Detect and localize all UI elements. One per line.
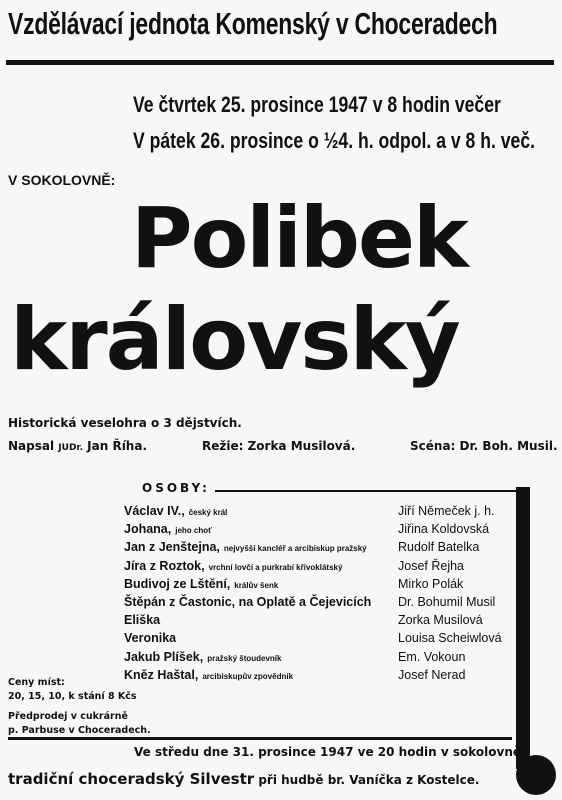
- author-prefix: Napsal: [8, 439, 55, 453]
- cast-actor: Dr. Bohumil Musil: [398, 594, 496, 609]
- author-name: Jan Říha.: [87, 439, 148, 453]
- cast-role: [124, 504, 227, 518]
- cast-actor: Zorka Musilová: [398, 613, 483, 628]
- cast-role: [124, 540, 367, 554]
- author-title: JUDr.: [58, 443, 83, 453]
- cast-role-name: Jakub Plíšek,: [124, 649, 204, 664]
- author-credit: [8, 439, 147, 453]
- director-credit: Režie: Zorka Musilová.: [202, 439, 356, 453]
- cast-row: [124, 540, 524, 558]
- cast-role-description: arcibiskupův zpovědník: [202, 671, 294, 681]
- organization-title: Vzdělávací jednota Komenský v Choceradech: [8, 6, 498, 41]
- cast-role: [124, 613, 160, 627]
- cast-role-description: český král: [188, 508, 228, 517]
- presale-info: [8, 710, 151, 738]
- cast-actor: Mirko Polák: [398, 576, 464, 591]
- play-genre: Historická veselohra o 3 dějstvích.: [8, 416, 242, 430]
- cast-row: [124, 613, 524, 631]
- cast-role: [124, 595, 371, 609]
- cast-actor: Josef Nerad: [398, 667, 466, 682]
- decorative-dot: [516, 755, 556, 795]
- cast-row: [124, 522, 524, 540]
- cast-actor: Em. Vokoun: [398, 649, 466, 664]
- cast-role-name: Jíra z Roztok,: [124, 558, 205, 573]
- cast-row: [124, 577, 524, 595]
- cast-role-description: jeho choť: [175, 526, 212, 536]
- cast-heading-rule: [215, 490, 520, 492]
- header-rule: [6, 60, 554, 65]
- price-label: Ceny míst:: [8, 677, 65, 688]
- cast-role: [124, 631, 176, 645]
- silvestr-music: při hudbě br. Vaníčka z Kostelce.: [254, 773, 480, 787]
- footer-rule: [8, 737, 512, 740]
- cast-role-name: Václav IV.,: [124, 504, 185, 518]
- cast-role: [124, 668, 293, 682]
- venue-label: V SOKOLOVNĚ:: [8, 172, 116, 188]
- date-line-1: Ve čtvrtek 25. prosince 1947 v 8 hodin večer: [133, 92, 501, 117]
- cast-role: [124, 559, 342, 573]
- cast-row: [124, 668, 524, 686]
- cast-role-description: vrchní lovčí a purkrabí křivoklátský: [208, 562, 343, 572]
- cast-actor: Rudolf Batelka: [398, 540, 480, 555]
- cast-role: [124, 650, 281, 664]
- cast-role-description: pražský štoudevník: [207, 653, 282, 663]
- date-line-2: V pátek 26. prosince o ½4. h. odpol. a v 8 h. več.: [133, 128, 536, 153]
- scene-credit: Scéna: Dr. Boh. Musil.: [410, 439, 558, 453]
- decorative-bar: [516, 487, 530, 769]
- cast-role-name: Jan z Jenštejna,: [124, 540, 220, 555]
- presale-line-2: p. Parbuse v Choceradech.: [8, 725, 151, 736]
- cast-row: [124, 595, 524, 613]
- cast-row: [124, 559, 524, 577]
- cast-role-description: nejvyšší kancléř a arcibiskup pražský: [223, 544, 367, 554]
- price-info: [8, 676, 137, 704]
- silvestr-line-2: [8, 770, 479, 788]
- cast-row: [124, 650, 524, 668]
- cast-actor: Josef Řejha: [398, 558, 465, 573]
- cast-role-description: králův šenk: [234, 580, 279, 590]
- play-title-line-2: královský: [10, 290, 459, 390]
- cast-role-name: Štěpán z Častonic, na Oplatě a Čejevicích: [124, 594, 372, 609]
- cast-role: [124, 577, 278, 591]
- cast-role: [124, 522, 212, 536]
- silvestr-event-name: tradiční choceradský Silvestr: [8, 770, 255, 788]
- cast-row: [124, 631, 524, 649]
- cast-actor: Jiří Němeček j. h.: [398, 504, 495, 518]
- cast-list: [124, 504, 524, 686]
- cast-actor: Jiřina Koldovská: [398, 522, 490, 537]
- cast-role-name: Budivoj ze Lštění,: [124, 576, 231, 591]
- cast-row: [124, 504, 524, 522]
- cast-actor: Louisa Scheiwlová: [398, 631, 502, 646]
- price-values: 20, 15, 10, k stání 8 Kčs: [8, 691, 137, 702]
- presale-line-1: Předprodej v cukrárně: [8, 711, 128, 722]
- cast-role-name: Veronika: [124, 631, 177, 646]
- cast-role-name: Johana,: [124, 522, 172, 537]
- cast-role-name: Eliška: [124, 613, 161, 628]
- cast-role-name: Kněz Haštal,: [124, 667, 199, 682]
- cast-heading: OSOBY:: [142, 481, 210, 495]
- silvestr-line-1: Ve středu dne 31. prosince 1947 ve 20 hodin v sokolovně: [134, 745, 522, 759]
- play-title-line-1: Polibek: [131, 189, 467, 287]
